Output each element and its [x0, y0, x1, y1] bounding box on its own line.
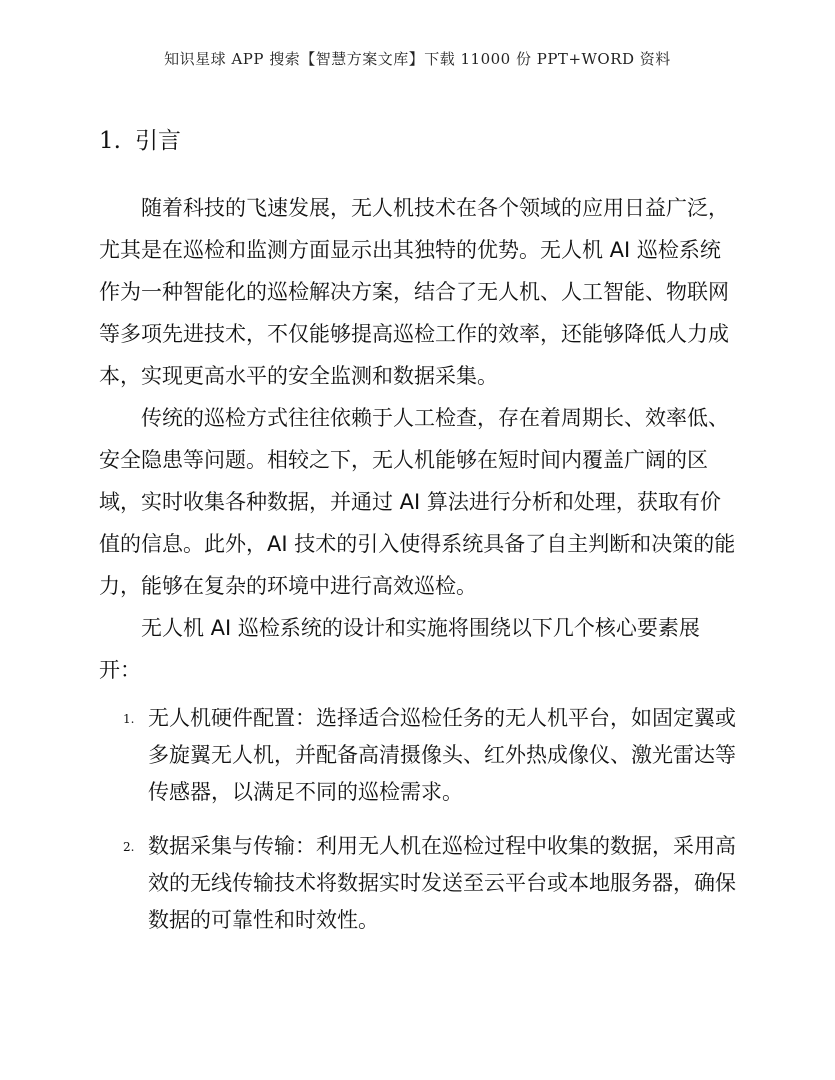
paragraph-intro: 随着科技的飞速发展，无人机技术在各个领域的应用日益广泛，尤其是在巡检和监测方面显示出其独特的优势。无人机 AI 巡检系统作为一种智能化的巡检解决方案，结合了无人机、人工智能、物联网等多项先进技术，不仅能够提高巡检工作的效率，还能够降低人力成本，实现更高水平的安全监测和数据采集。 [99, 196, 729, 388]
body-text [99, 187, 739, 691]
header-banner: 知识星球 APP 搜索【智慧方案文库】下载 11000 份 PPT+WORD 资料 [164, 50, 671, 68]
paragraph-core-elements: 无人机 AI 巡检系统的设计和实施将围绕以下几个核心要素展开： [99, 616, 700, 682]
core-elements-list [99, 700, 739, 956]
list-item-text: 无人机硬件配置：选择适合巡检任务的无人机平台，如固定翼或多旋翼无人机，并配备高清摄像头、红外热成像仪、激光雷达等传感器，以满足不同的巡检需求。 [148, 706, 736, 804]
list-item [99, 828, 739, 939]
section-number: 1. [99, 128, 121, 154]
list-marker: 2. [123, 840, 135, 854]
paragraph-traditional: 传统的巡检方式往往依赖于人工检查，存在着周期长、效率低、安全隐患等问题。相较之下，无人机能够在短时间内覆盖广阔的区域，实时收集各种数据，并通过 AI 算法进行分析和处理，获取有价值的信息。此外，AI 技术的引入使得系统具备了自主判断和决策的能力，能够在复杂的环境中进行高效巡检。 [99, 406, 736, 598]
list-marker: 1. [123, 712, 135, 726]
section-title: 引言 [134, 128, 181, 154]
list-item [99, 700, 739, 811]
section-heading [99, 122, 181, 155]
list-item-text: 数据采集与传输：利用无人机在巡检过程中收集的数据，采用高效的无线传输技术将数据实时发送至云平台或本地服务器，确保数据的可靠性和时效性。 [148, 834, 736, 932]
